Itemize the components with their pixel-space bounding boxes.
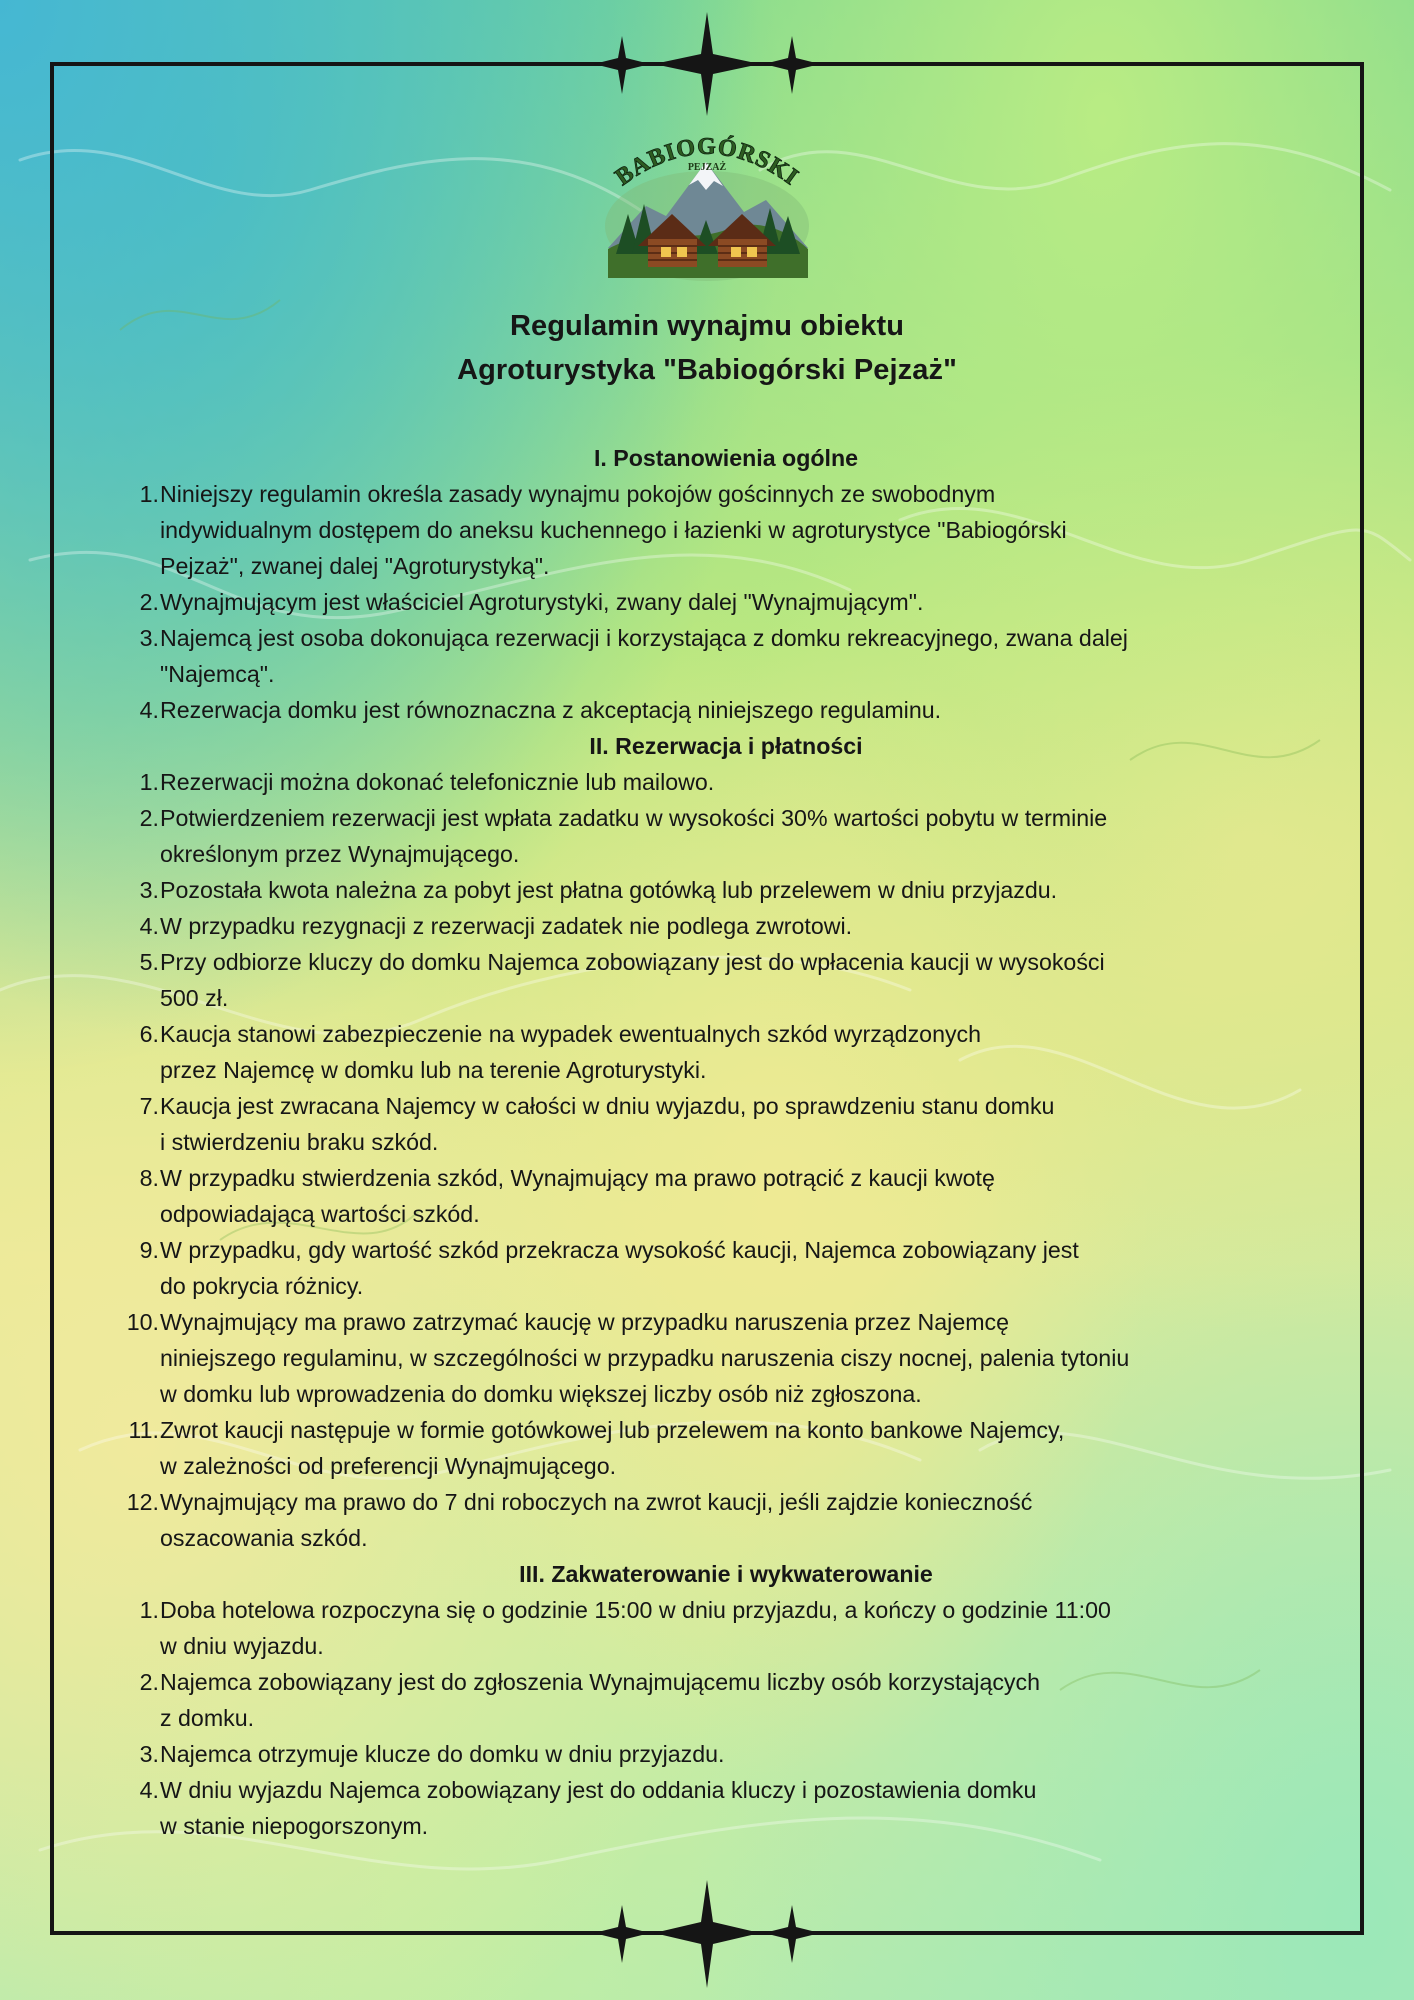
list-item bbox=[116, 1304, 1322, 1412]
item-number: 10. bbox=[126, 1309, 159, 1335]
item-text bbox=[160, 620, 1300, 692]
list-item bbox=[116, 1016, 1322, 1088]
item-text bbox=[160, 1484, 1300, 1556]
title-line-2: Agroturystyka "Babiogórski Pejzaż" bbox=[457, 354, 957, 386]
item-text bbox=[160, 692, 1300, 728]
list-item bbox=[116, 692, 1322, 728]
item-text-line: oszacowania szkód. bbox=[160, 1525, 368, 1551]
item-text bbox=[160, 1088, 1300, 1160]
list-item bbox=[116, 908, 1322, 944]
item-text-line: Niniejszy regulamin określa zasady wynajmu pokojów gościnnych ze swobodnym bbox=[160, 481, 996, 507]
item-number: 4. bbox=[139, 697, 159, 723]
top-sparkle-icon bbox=[594, 12, 820, 116]
item-number: 4. bbox=[139, 1777, 159, 1803]
bottom-sparkle-icon bbox=[594, 1880, 820, 1988]
item-text-line: Wynajmujący ma prawo do 7 dni roboczych na zwrot kaucji, jeśli zajdzie konieczność bbox=[160, 1489, 1033, 1515]
list-item bbox=[116, 800, 1322, 872]
item-text bbox=[160, 1664, 1300, 1736]
list-item bbox=[116, 476, 1322, 584]
item-text bbox=[160, 1412, 1300, 1484]
logo bbox=[598, 128, 816, 288]
item-text-line: Najemcą jest osoba dokonująca rezerwacji i korzystająca z domku rekreacyjnego, zwana dalej bbox=[160, 625, 1128, 651]
list-item bbox=[116, 1232, 1322, 1304]
item-number: 1. bbox=[139, 769, 159, 795]
document-title bbox=[260, 304, 1154, 392]
list-item bbox=[116, 1484, 1322, 1556]
item-text bbox=[160, 872, 1300, 908]
item-text-line: "Najemcą". bbox=[160, 661, 275, 687]
item-text bbox=[160, 908, 1300, 944]
item-text-line: niniejszego regulaminu, w szczególności w przypadku naruszenia ciszy nocnej, palenia tytoniu bbox=[160, 1345, 1130, 1371]
item-text-line: i stwierdzeniu braku szkód. bbox=[160, 1129, 439, 1155]
item-text-line: Doba hotelowa rozpoczyna się o godzinie 15:00 w dniu przyjazdu, a kończy o godzinie 11:00 bbox=[160, 1597, 1111, 1623]
item-text-line: W przypadku rezygnacji z rezerwacji zadatek nie podlega zwrotowi. bbox=[160, 913, 853, 939]
item-text-line: określonym przez Wynajmującego. bbox=[160, 841, 520, 867]
item-text bbox=[160, 1232, 1300, 1304]
list-item bbox=[116, 1592, 1322, 1664]
item-number: 1. bbox=[139, 1597, 159, 1623]
item-number: 1. bbox=[139, 481, 159, 507]
item-number: 3. bbox=[139, 1741, 159, 1767]
list-item bbox=[116, 584, 1322, 620]
item-number: 2. bbox=[139, 589, 159, 615]
title-line-1: Regulamin wynajmu obiektu bbox=[509, 310, 905, 342]
list-item bbox=[116, 620, 1322, 692]
item-text bbox=[160, 764, 1300, 800]
section-heading-general: I. Postanowienia ogólne bbox=[593, 445, 859, 471]
list-item bbox=[116, 1160, 1322, 1232]
item-number: 3. bbox=[139, 625, 159, 651]
item-text-line: Najemca otrzymuje klucze do domku w dniu przyjazdu. bbox=[160, 1741, 725, 1767]
item-text-line: do pokrycia różnicy. bbox=[160, 1273, 364, 1299]
regulations-content bbox=[116, 440, 1322, 1844]
item-number: 5. bbox=[139, 949, 159, 975]
item-text-line: w zależności od preferencji Wynajmującego. bbox=[160, 1453, 617, 1479]
list-item bbox=[116, 1412, 1322, 1484]
section-heading-reservation: II. Rezerwacja i płatności bbox=[589, 733, 863, 759]
item-text-line: Kaucja jest zwracana Najemcy w całości w dniu wyjazdu, po sprawdzeniu stanu domku bbox=[160, 1093, 1055, 1119]
item-number: 12. bbox=[126, 1489, 159, 1515]
item-number: 4. bbox=[139, 913, 159, 939]
item-text bbox=[160, 1160, 1300, 1232]
logo-brand-text: BABIOGÓRSKI bbox=[610, 134, 804, 191]
item-text-line: W dniu wyjazdu Najemca zobowiązany jest do oddania kluczy i pozostawienia domku bbox=[160, 1777, 1037, 1803]
item-text-line: w domku lub wprowadzenia do domku większej liczby osób niż zgłoszona. bbox=[160, 1381, 922, 1407]
item-text-line: Najemca zobowiązany jest do zgłoszenia Wynajmującemu liczby osób korzystających bbox=[160, 1669, 1041, 1695]
item-text bbox=[160, 1304, 1300, 1412]
item-text bbox=[160, 800, 1300, 872]
item-text bbox=[160, 476, 1300, 584]
list-item bbox=[116, 1088, 1322, 1160]
section-heading-checkin-checkout: III. Zakwaterowanie i wykwaterowanie bbox=[519, 1561, 933, 1587]
item-text bbox=[160, 1772, 1300, 1844]
item-text-line: Pejzaż", zwanej dalej "Agroturystyką". bbox=[160, 553, 550, 579]
item-text bbox=[160, 944, 1300, 1016]
item-text bbox=[160, 584, 1300, 620]
item-number: 9. bbox=[139, 1237, 159, 1263]
list-item bbox=[116, 764, 1322, 800]
list-item bbox=[116, 1664, 1322, 1736]
item-text-line: Potwierdzeniem rezerwacji jest wpłata zadatku w wysokości 30% wartości pobytu w terminie bbox=[160, 805, 1108, 831]
item-number: 8. bbox=[139, 1165, 159, 1191]
item-text-line: Kaucja stanowi zabezpieczenie na wypadek ewentualnych szkód wyrządzonych bbox=[160, 1021, 982, 1047]
item-text-line: W przypadku stwierdzenia szkód, Wynajmujący ma prawo potrącić z kaucji kwotę bbox=[160, 1165, 995, 1191]
item-number: 2. bbox=[139, 805, 159, 831]
item-text bbox=[160, 1736, 1300, 1772]
item-text-line: odpowiadającą wartości szkód. bbox=[160, 1201, 480, 1227]
list-item bbox=[116, 872, 1322, 908]
list-item bbox=[116, 1736, 1322, 1772]
item-text-line: indywidualnym dostępem do aneksu kuchennego i łazienki w agroturystyce "Babiogórski bbox=[160, 517, 1067, 543]
item-text-line: z domku. bbox=[160, 1705, 255, 1731]
item-text-line: Rezerwacji można dokonać telefonicznie lub mailowo. bbox=[160, 769, 715, 795]
item-text-line: w dniu wyjazdu. bbox=[160, 1633, 324, 1659]
item-text-line: Pozostała kwota należna za pobyt jest płatna gotówką lub przelewem w dniu przyjazdu. bbox=[160, 877, 1058, 903]
item-text-line: 500 zł. bbox=[160, 985, 229, 1011]
item-text-line: Zwrot kaucji następuje w formie gotówkowej lub przelewem na konto bankowe Najemcy, bbox=[160, 1417, 1065, 1443]
item-text-line: w stanie niepogorszonym. bbox=[160, 1813, 429, 1839]
item-text-line: przez Najemcę w domku lub na terenie Agroturystyki. bbox=[160, 1057, 707, 1083]
list-item bbox=[116, 1772, 1322, 1844]
item-text-line: Wynajmujący ma prawo zatrzymać kaucję w przypadku naruszenia przez Najemcę bbox=[160, 1309, 1010, 1335]
logo-sub-text: PEJZAŻ bbox=[687, 162, 727, 173]
item-text-line: Rezerwacja domku jest równoznaczna z akceptacją niniejszego regulaminu. bbox=[160, 697, 942, 723]
item-number: 7. bbox=[139, 1093, 159, 1119]
item-number: 2. bbox=[139, 1669, 159, 1695]
item-number: 6. bbox=[139, 1021, 159, 1047]
item-text bbox=[160, 1016, 1300, 1088]
item-text-line: Przy odbiorze kluczy do domku Najemca zobowiązany jest do wpłacenia kaucji w wysokości bbox=[160, 949, 1105, 975]
item-text bbox=[160, 1592, 1300, 1664]
item-number: 11. bbox=[128, 1417, 159, 1443]
item-text-line: Wynajmującym jest właściciel Agroturystyki, zwany dalej "Wynajmującym". bbox=[160, 589, 924, 615]
item-number: 3. bbox=[139, 877, 159, 903]
list-item bbox=[116, 944, 1322, 1016]
item-text-line: W przypadku, gdy wartość szkód przekracza wysokość kaucji, Najemca zobowiązany jest bbox=[160, 1237, 1079, 1263]
